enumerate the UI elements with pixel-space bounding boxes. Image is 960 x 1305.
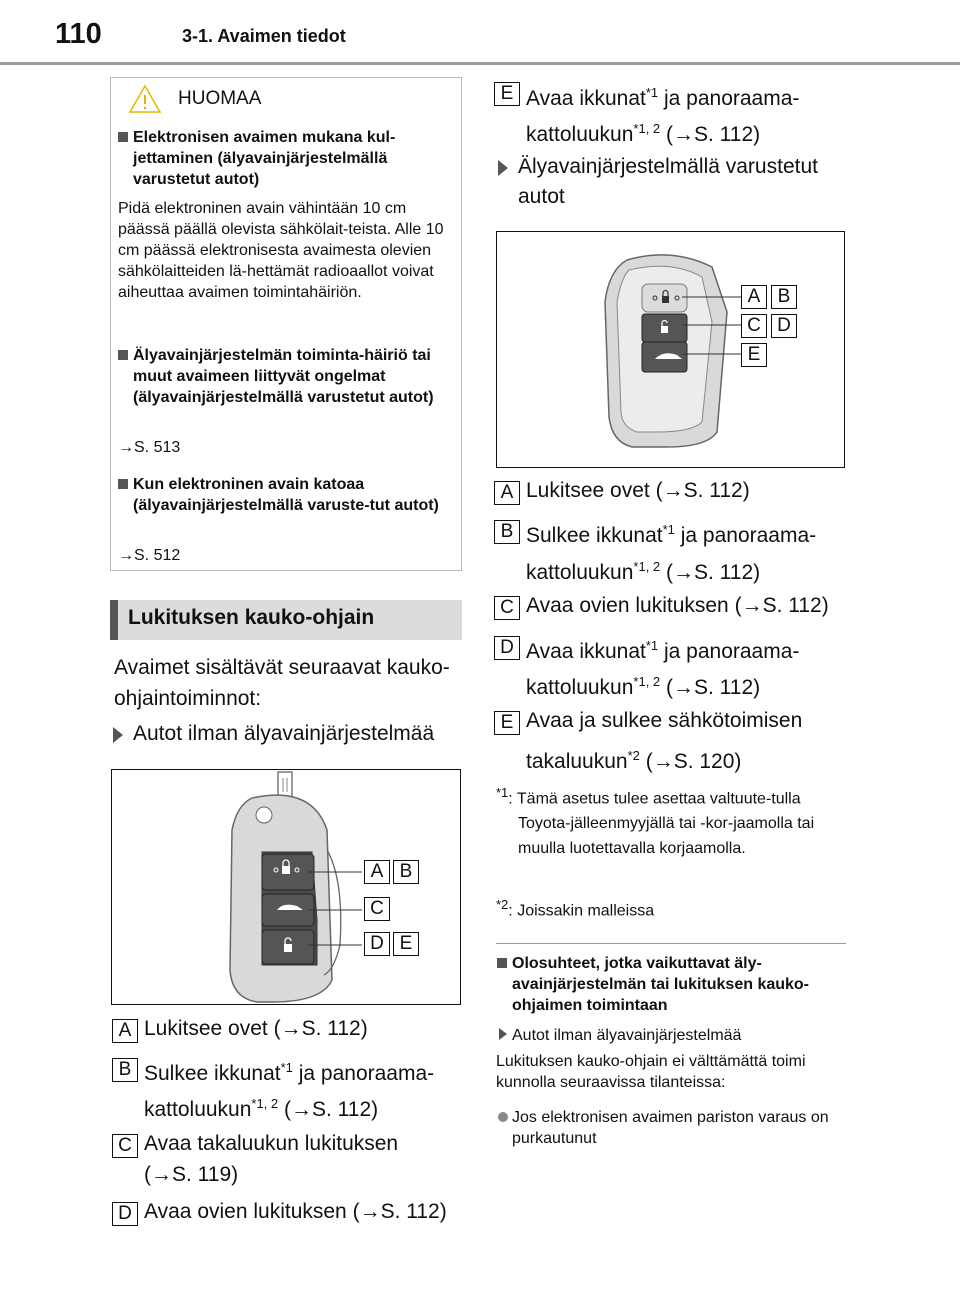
arrow-icon: → bbox=[673, 676, 694, 699]
item-text-main: Avaa ikkunat bbox=[526, 640, 646, 663]
variant-a-title: Autot ilman älyavainjärjestelmää bbox=[133, 722, 435, 745]
item-text-main: Avaa ovien lukituksen ( bbox=[144, 1200, 360, 1223]
notice-heading-1: Elektronisen avaimen mukana kul-jettaminen (älyavainjärjestelmällä varustetut autot) bbox=[133, 127, 451, 190]
item-text: Avaa ja sulkee sähkötoimisen bbox=[526, 709, 803, 732]
figure-label-d: D bbox=[364, 932, 390, 956]
item-ref: S. 112) bbox=[694, 123, 761, 146]
arrow-icon: → bbox=[741, 594, 763, 617]
item-text-main: Lukitsee ovet ( bbox=[526, 479, 663, 502]
footnote-mark: *1 bbox=[280, 1060, 293, 1075]
item-label: C bbox=[112, 1134, 138, 1158]
item-text-main: Lukitsee ovet ( bbox=[144, 1017, 281, 1040]
notice-ref-1 bbox=[118, 437, 448, 458]
bullet-dot-icon bbox=[498, 1112, 508, 1122]
figure-label-c: C bbox=[741, 314, 767, 338]
item-text-main: kattoluukun bbox=[526, 676, 634, 699]
page-number: 110 bbox=[55, 18, 102, 50]
arrow-icon: → bbox=[151, 1163, 172, 1186]
figure-label-c: C bbox=[364, 897, 390, 921]
item-text-main: Avaa ovien lukituksen ( bbox=[526, 594, 742, 617]
smart-key-illustration bbox=[497, 232, 844, 467]
intro-text: Avaimet sisältävät seuraavat kauko-ohjaintoiminnot: bbox=[114, 656, 450, 710]
item-text-cont: ja panoraama- bbox=[292, 1062, 435, 1085]
warning-triangle-icon bbox=[128, 84, 162, 114]
item-text-line2: kattoluukun$^{*1, 2}$ (→S. 112) bbox=[144, 1096, 379, 1121]
item-text-line2: takaluukun$^{*2}$ (→S. 120) bbox=[526, 748, 742, 773]
item-text bbox=[144, 1054, 434, 1088]
footnote-1 bbox=[496, 780, 848, 861]
item-label: E bbox=[494, 711, 520, 735]
arrow-icon: → bbox=[359, 1200, 381, 1223]
item-ref: S. 119) bbox=[172, 1163, 239, 1186]
footnote-mark: *1, 2 bbox=[633, 121, 661, 136]
item-text: Avaa takaluukun lukituksen bbox=[144, 1132, 399, 1155]
item-label: D bbox=[112, 1202, 138, 1226]
item-label: D bbox=[494, 636, 520, 660]
item-text bbox=[526, 516, 816, 550]
bullet-triangle-icon bbox=[113, 727, 123, 743]
item-label: A bbox=[494, 481, 520, 505]
footnote-mark: *1, 2 bbox=[633, 674, 661, 689]
notice-title: HUOMAA bbox=[178, 88, 262, 109]
item-text-main: Sulkee ikkunat bbox=[144, 1062, 281, 1085]
ref-text: S. 512 bbox=[134, 547, 181, 564]
item-label: B bbox=[494, 520, 520, 544]
section-heading-bar bbox=[110, 600, 118, 640]
notice-body-1: Pidä elektroninen avain vähintään 10 cm päässä päällä olevista sähkölait-teista. Alle 10 cm päässä elektronisesta avaimesta olevien sähkölaitteiden lä-hettämät radioaallot voivat aiheuttaa avaimen toimintahäiriön. bbox=[118, 200, 444, 301]
item-text-line2: (→S. 119) bbox=[144, 1163, 239, 1186]
item-label: A bbox=[112, 1019, 138, 1043]
item-text-line2: kattoluukun$^{*1, 2}$ (→S. 112) bbox=[526, 559, 761, 584]
item-ref: S. 112) bbox=[301, 1017, 368, 1040]
item-text-main: Sulkee ikkunat bbox=[526, 524, 663, 547]
item-text bbox=[526, 632, 799, 666]
item-text-cont: ja panoraama- bbox=[658, 87, 800, 110]
arrow-icon: → bbox=[118, 439, 134, 456]
conditions-heading: Olosuhteet, jotka vaikuttavat äly-avainjärjestelmän tai lukituksen kauko-ohjaimen toimintaan bbox=[512, 953, 832, 1016]
item-text-main: takaluukun bbox=[526, 750, 628, 773]
item-ref: S. 112) bbox=[312, 1098, 379, 1121]
arrow-icon: → bbox=[280, 1017, 302, 1040]
item-ref: S. 112) bbox=[380, 1200, 447, 1223]
figure-label-b: B bbox=[771, 285, 797, 309]
item-text-main: kattoluukun bbox=[526, 123, 634, 146]
footnote-mark: *2 bbox=[496, 897, 509, 912]
footnote-2 bbox=[496, 892, 826, 923]
item-label: B bbox=[112, 1058, 138, 1082]
arrow-icon: → bbox=[652, 750, 674, 773]
figure-label-b: B bbox=[393, 860, 419, 884]
figure-label-e: E bbox=[393, 932, 419, 956]
section-title: 3-1. Avaimen tiedot bbox=[182, 26, 346, 46]
arrow-icon: → bbox=[662, 479, 684, 502]
footnote-mark: *1 bbox=[645, 85, 659, 100]
arrow-icon: → bbox=[673, 561, 694, 584]
figure-label-e: E bbox=[741, 343, 767, 367]
key-figure-b bbox=[496, 231, 845, 468]
item-ref: S. 112) bbox=[694, 676, 761, 699]
key-figure-a bbox=[111, 769, 461, 1005]
footnote-mark: *1 bbox=[645, 638, 659, 653]
footnote-mark: *1, 2 bbox=[251, 1096, 279, 1111]
item-text-main: Avaa ikkunat bbox=[526, 87, 646, 110]
item-ref: S. 120) bbox=[673, 750, 742, 773]
notice-ref-2 bbox=[118, 545, 448, 566]
footnote-mark: *1, 2 bbox=[633, 559, 661, 574]
arrow-icon: → bbox=[291, 1098, 312, 1121]
key-fob-illustration bbox=[112, 770, 460, 1004]
conditions-body: Lukituksen kauko-ohjain ei välttämättä toimi kunnolla seuraavissa tilanteissa: bbox=[496, 1053, 806, 1091]
item-text bbox=[526, 477, 750, 505]
item-text-main: kattoluukun bbox=[526, 561, 634, 584]
item-text-cont: ja panoraama- bbox=[658, 640, 800, 663]
footnote-text: : Tämä asetus tulee asettaa valtuute-tulla Toyota-jälleenmyyjällä tai -kor-jaamolla tai muulla luotettavalla korjaamolla. bbox=[508, 790, 815, 858]
item-text-main: kattoluukun bbox=[144, 1098, 252, 1121]
item-text-line2: kattoluukun$^{*1, 2}$ (→S. 112) bbox=[526, 121, 761, 146]
item-ref: S. 112) bbox=[694, 561, 761, 584]
item-text-line2: kattoluukun$^{*1, 2}$ (→S. 112) bbox=[526, 674, 761, 699]
item-text bbox=[144, 1198, 447, 1226]
arrow-icon: → bbox=[673, 123, 694, 146]
conditions-bullet: Jos elektronisen avaimen pariston varaus on purkautunut bbox=[512, 1109, 829, 1147]
figure-label-a: A bbox=[364, 860, 390, 884]
item-label: E bbox=[494, 82, 520, 106]
notice-heading-3: Kun elektroninen avain katoaa (älyavainjärjestelmällä varuste-tut autot) bbox=[133, 474, 451, 516]
ref-text: S. 513 bbox=[134, 439, 181, 456]
figure-label-d: D bbox=[771, 314, 797, 338]
footnote-text: : Joissakin malleissa bbox=[508, 902, 655, 920]
bullet-triangle-icon bbox=[499, 1028, 507, 1040]
variant-b-title: Älyavainjärjestelmällä varustetut autot bbox=[518, 155, 818, 208]
notice-heading-2: Älyavainjärjestelmän toiminta-häiriö tai muut avaimeen liittyvät ongelmat (älyavainjärjestelmällä varustetut autot) bbox=[133, 345, 451, 408]
conditions-sub: Autot ilman älyavainjärjestelmää bbox=[512, 1027, 742, 1044]
bullet-triangle-icon bbox=[498, 160, 508, 176]
arrow-icon: → bbox=[118, 547, 134, 564]
item-ref: S. 112) bbox=[683, 479, 750, 502]
footnote-mark: *1 bbox=[662, 522, 675, 537]
figure-label-a: A bbox=[741, 285, 767, 309]
section-heading: Lukituksen kauko-ohjain bbox=[128, 606, 375, 629]
item-text bbox=[526, 79, 799, 113]
footnote-mark: *1 bbox=[496, 785, 509, 800]
item-text bbox=[526, 592, 829, 620]
header-rule bbox=[0, 62, 960, 65]
footnote-mark: *2 bbox=[627, 748, 640, 763]
item-text-cont: ja panoraama- bbox=[674, 524, 817, 547]
divider bbox=[496, 943, 846, 944]
item-text bbox=[144, 1015, 368, 1043]
item-ref: S. 112) bbox=[762, 594, 829, 617]
item-label: C bbox=[494, 596, 520, 620]
